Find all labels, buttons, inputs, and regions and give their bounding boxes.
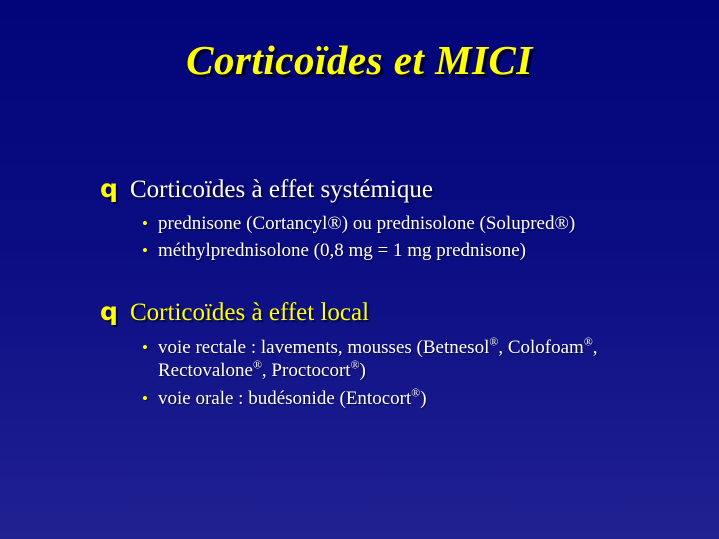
section-heading-row bbox=[100, 174, 690, 205]
section-corticoides-systemique bbox=[100, 174, 690, 262]
bullet-list bbox=[100, 212, 690, 262]
bullet-text: voie orale : budésonide (Entocort®) bbox=[158, 386, 427, 409]
bullet-item-voie-orale bbox=[100, 387, 690, 410]
slide-body bbox=[100, 174, 690, 415]
bullet-item-prednisone bbox=[100, 212, 690, 235]
bullet-item-methylprednisolone bbox=[100, 239, 690, 262]
bullet-text: voie rectale : lavements, mousses (Betnesol®, Colofoam®, Rectovalone®, Proctocort®) bbox=[158, 335, 598, 381]
section-heading-systemique: Corticoïdes à effet systémique bbox=[130, 176, 433, 203]
bullet-dot-icon: • bbox=[142, 389, 148, 408]
bullet-text: méthylprednisolone (0,8 mg = 1 mg prednisone) bbox=[158, 240, 526, 261]
bullet-dot-icon: • bbox=[142, 338, 148, 357]
section-bullet-q-icon: q bbox=[100, 174, 118, 203]
section-corticoides-local bbox=[100, 297, 690, 410]
bullet-list bbox=[100, 336, 690, 410]
section-heading-local: Corticoïdes à effet local bbox=[130, 299, 370, 326]
bullet-text: prednisone (Cortancyl®) ou prednisolone (Solupred®) bbox=[158, 213, 576, 234]
section-heading-row bbox=[100, 297, 690, 328]
slide-title: Corticoïdes et MICI bbox=[186, 37, 533, 83]
bullet-item-voie-rectale bbox=[100, 336, 690, 382]
section-bullet-q-icon: q bbox=[100, 297, 118, 326]
bullet-dot-icon: • bbox=[142, 214, 148, 233]
bullet-dot-icon: • bbox=[142, 241, 148, 260]
